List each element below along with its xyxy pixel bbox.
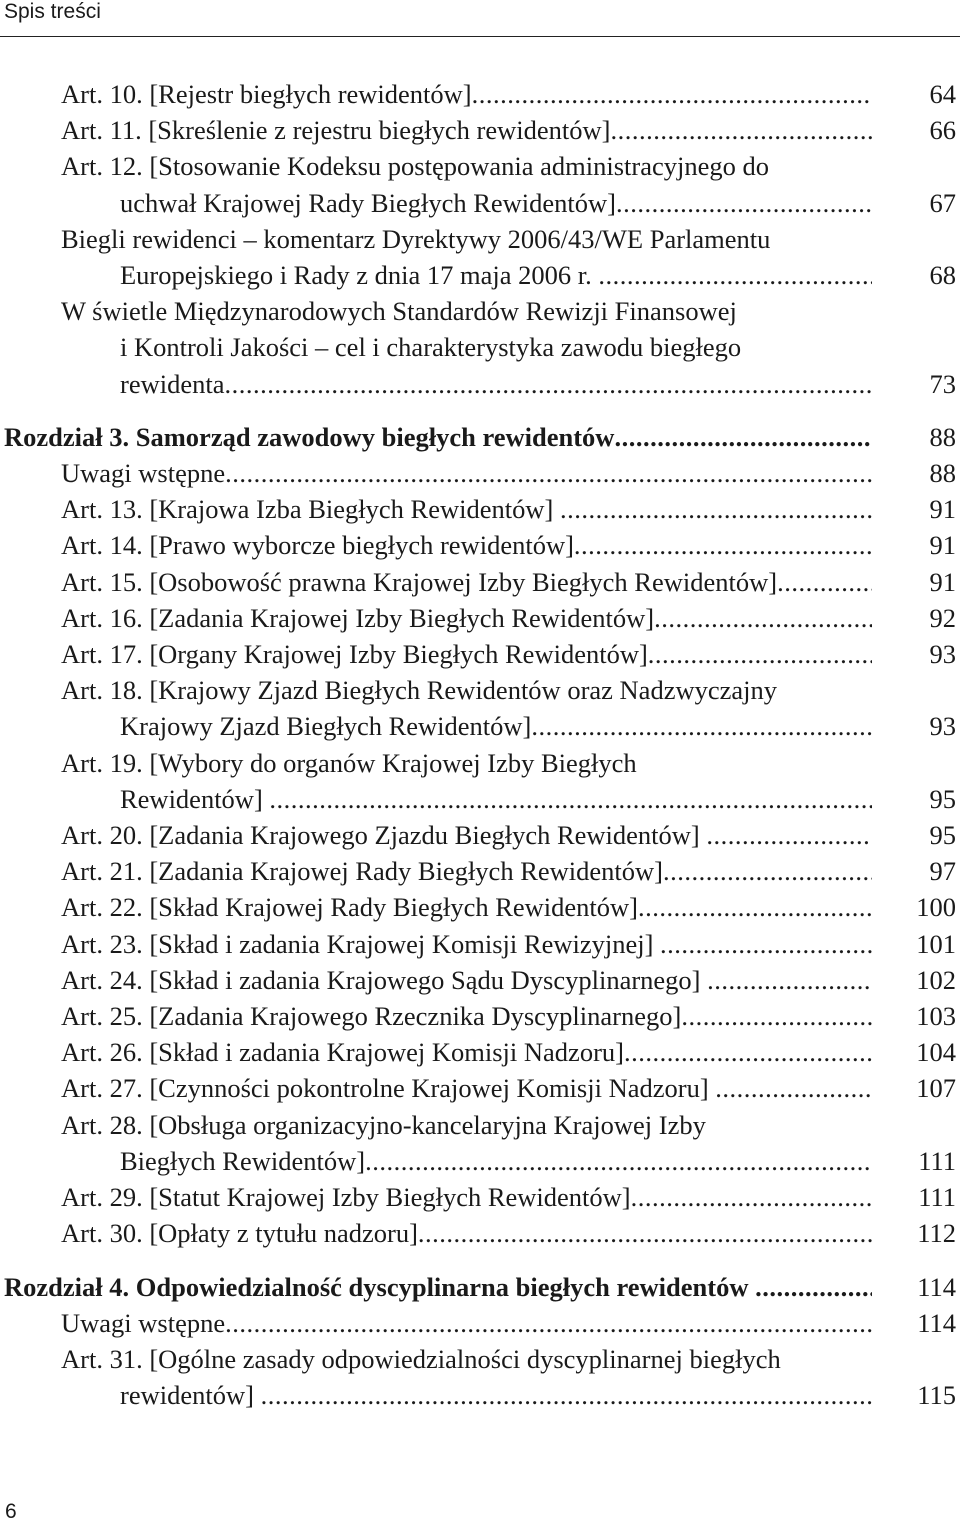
toc-page-number: 107 <box>916 1073 956 1104</box>
toc-entry-title-line: rewidentów] ..... <box>0 1377 872 1413</box>
toc-page-number: 68 <box>929 260 956 291</box>
toc-entry-title-line: Art. 20. [Zadania Krajowego Zjazdu Biegłych Rewidentów] ..... <box>0 817 872 853</box>
toc-entry[interactable] <box>0 148 960 220</box>
toc-entry[interactable] <box>0 1179 960 1215</box>
toc-page-number: 114 <box>917 1307 956 1338</box>
toc-page-number: 95 <box>929 820 956 851</box>
toc-entry-title-line: Art. 12. [Stosowanie Kodeksu postępowania administracyjnego do <box>61 151 770 182</box>
toc-entry-title-line: Krajowy Zjazd Biegłych Rewidentów] ..... <box>0 708 872 744</box>
toc-entry-title-line: Europejskiego i Rady z dnia 17 maja 2006 r. ..... <box>0 257 872 293</box>
page-number: 6 <box>5 1500 17 1523</box>
toc-entry-title-line: Art. 29. [Statut Krajowej Izby Biegłych Rewidentów] ..... <box>0 1179 872 1215</box>
toc-entry[interactable] <box>0 745 960 817</box>
toc-entry[interactable] <box>0 1215 960 1251</box>
toc-entry-title-line: i Kontroli Jakości – cel i charakterystyka zawodu biegłego <box>120 332 742 363</box>
toc-entry-title-line: Rozdział 3. Samorząd zawodowy biegłych rewidentów ..... <box>0 419 872 455</box>
toc-entry-title-line: Uwagi wstępne ..... <box>0 1305 872 1341</box>
toc-page-number: 92 <box>929 602 956 633</box>
toc-entry[interactable] <box>0 889 960 925</box>
toc-entry-title-line: Art. 14. [Prawo wyborcze biegłych rewidentów] ..... <box>0 527 872 563</box>
toc-entry-title-line: Art. 26. [Skład i zadania Krajowej Komisji Nadzoru] ..... <box>0 1034 872 1070</box>
toc-page-number: 100 <box>916 892 956 923</box>
toc-entry[interactable] <box>0 527 960 563</box>
toc-entry[interactable] <box>0 1034 960 1070</box>
toc-entry-title-line: Art. 16. [Zadania Krajowej Izby Biegłych Rewidentów] ..... <box>0 600 872 636</box>
toc-entry[interactable] <box>0 293 960 402</box>
toc-entry-title-line: Art. 27. [Czynności pokontrolne Krajowej Komisji Nadzoru] ..... <box>0 1070 872 1106</box>
toc-page-number: 104 <box>916 1037 956 1068</box>
toc-entry[interactable] <box>0 1305 960 1341</box>
toc-page-number: 114 <box>917 1271 956 1302</box>
toc-entry[interactable] <box>0 998 960 1034</box>
toc-page-number: 93 <box>929 711 956 742</box>
toc-page-number: 88 <box>929 458 956 489</box>
toc-entry-title-line: Uwagi wstępne ..... <box>0 455 872 491</box>
toc-page-number: 103 <box>916 1001 956 1032</box>
table-of-contents <box>0 76 960 1413</box>
toc-chapter-entry[interactable] <box>0 1269 960 1305</box>
toc-entry-title-line: Art. 30. [Opłaty z tytułu nadzoru] ..... <box>0 1215 872 1251</box>
toc-page-number: 91 <box>929 566 956 597</box>
toc-entry-title-line: Art. 15. [Osobowość prawna Krajowej Izby Biegłych Rewidentów] ..... <box>0 564 872 600</box>
toc-page-number: 66 <box>929 115 956 146</box>
toc-page-number: 111 <box>918 1182 956 1213</box>
toc-entry-title-line: Art. 21. [Zadania Krajowej Rady Biegłych Rewidentów] ..... <box>0 853 872 889</box>
toc-entry[interactable] <box>0 853 960 889</box>
toc-entry[interactable] <box>0 1070 960 1106</box>
toc-entry-title-line: W świetle Międzynarodowych Standardów Rewizji Finansowej <box>61 296 737 327</box>
toc-entry[interactable] <box>0 1341 960 1413</box>
running-header <box>0 0 960 37</box>
toc-entry[interactable] <box>0 926 960 962</box>
toc-page-number: 95 <box>929 783 956 814</box>
running-header-title: Spis treści <box>4 0 101 23</box>
toc-entry-title-line: Art. 28. [Obsługa organizacyjno-kancelaryjna Krajowej Izby <box>61 1109 706 1140</box>
toc-entry[interactable] <box>0 564 960 600</box>
toc-entry[interactable] <box>0 600 960 636</box>
toc-entry-title-line: Art. 10. [Rejestr biegłych rewidentów] ..... <box>0 76 872 112</box>
toc-chapter-entry[interactable] <box>0 419 960 455</box>
toc-entry[interactable] <box>0 455 960 491</box>
toc-entry-title-line: Art. 13. [Krajowa Izba Biegłych Rewidentów] ..... <box>0 491 872 527</box>
toc-entry[interactable] <box>0 672 960 744</box>
toc-entry-title-line: Art. 19. [Wybory do organów Krajowej Izby Biegłych <box>61 747 637 778</box>
toc-entry-title-line: Art. 24. [Skład i zadania Krajowego Sądu Dyscyplinarnego] ..... <box>0 962 872 998</box>
toc-entry[interactable] <box>0 1107 960 1179</box>
toc-entry-title-line: Art. 17. [Organy Krajowej Izby Biegłych Rewidentów] ..... <box>0 636 872 672</box>
toc-page-number: 91 <box>929 494 956 525</box>
toc-entry-title-line: Art. 18. [Krajowy Zjazd Biegłych Rewidentów oraz Nadzwyczajny <box>61 675 777 706</box>
toc-page-number: 112 <box>917 1218 956 1249</box>
toc-entry-title-line: Rozdział 4. Odpowiedzialność dyscyplinarna biegłych rewidentów ..... <box>0 1269 872 1305</box>
toc-entry[interactable] <box>0 817 960 853</box>
toc-entry-title-line: Art. 31. [Ogólne zasady odpowiedzialności dyscyplinarnej biegłych <box>61 1343 781 1374</box>
toc-page-number: 91 <box>929 530 956 561</box>
toc-entry-title-line: uchwał Krajowej Rady Biegłych Rewidentów] ..... <box>0 185 872 221</box>
toc-page-number: 73 <box>929 368 956 399</box>
toc-entry-title-line: Rewidentów] ..... <box>0 781 872 817</box>
toc-page-number: 67 <box>929 187 956 218</box>
toc-page-number: 88 <box>929 421 956 452</box>
toc-entry-title-line: Art. 25. [Zadania Krajowego Rzecznika Dyscyplinarnego] ..... <box>0 998 872 1034</box>
toc-page-number: 97 <box>929 856 956 887</box>
toc-page-number: 93 <box>929 639 956 670</box>
toc-entry[interactable] <box>0 962 960 998</box>
toc-entry-title-line: rewidenta ..... <box>0 366 872 402</box>
toc-entry-title-line: Art. 22. [Skład Krajowej Rady Biegłych Rewidentów] ..... <box>0 889 872 925</box>
toc-entry-title-line: Art. 23. [Skład i zadania Krajowej Komisji Rewizyjnej] ..... <box>0 926 872 962</box>
toc-entry[interactable] <box>0 491 960 527</box>
toc-page-number: 64 <box>929 79 956 109</box>
toc-entry-title-line: Art. 11. [Skreślenie z rejestru biegłych rewidentów] ..... <box>0 112 872 148</box>
toc-entry[interactable] <box>0 636 960 672</box>
toc-entry[interactable] <box>0 221 960 293</box>
toc-page-number: 115 <box>917 1380 956 1411</box>
toc-entry-title-line: Biegłych Rewidentów] ..... <box>0 1143 872 1179</box>
toc-page-number: 101 <box>916 928 956 959</box>
toc-page-number: 111 <box>918 1145 956 1176</box>
toc-page-number: 102 <box>916 964 956 995</box>
toc-entry[interactable] <box>0 76 960 112</box>
toc-entry-title-line: Biegli rewidenci – komentarz Dyrektywy 2006/43/WE Parlamentu <box>61 223 771 254</box>
toc-entry[interactable] <box>0 112 960 148</box>
